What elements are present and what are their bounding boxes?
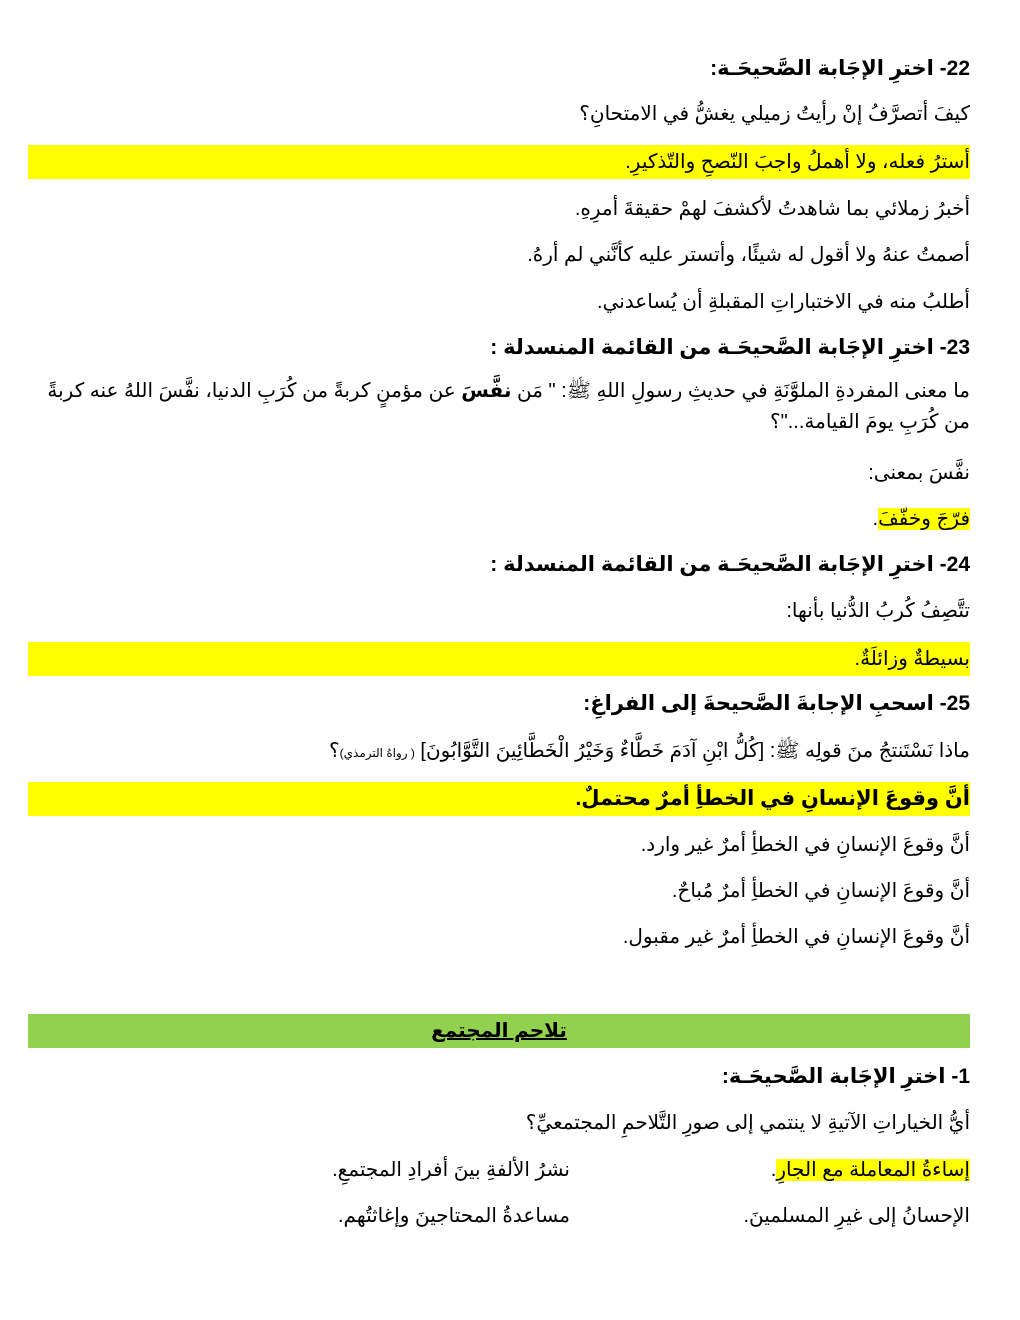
question-25-hadith: ماذا نَسْتَنتجُ منَ قولِه ﷺ: [كُلُّ ابْنِ آدَمَ خَطَّاءٌ وَخَيْرُ الْخَطَّائِينَ التَّوَّابُونَ] bbox=[414, 740, 970, 762]
question-25-drop-zone-answer[interactable]: أنَّ وقوعَ الإنسانِ في الخطأِ أمرٌ محتملٌ. bbox=[28, 782, 970, 816]
section-question-1-option-1[interactable] bbox=[760, 1153, 970, 1187]
section-question-1-option-2[interactable]: نشرُ الألفةِ بينَ أفرادِ المجتمعِ. bbox=[332, 1159, 570, 1181]
question-25-option-3[interactable]: أنَّ وقوعَ الإنسانِ في الخطأِ أمرٌ مُباحٌ. bbox=[671, 880, 970, 902]
question-22-option-2[interactable]: أخبرُ زملائي بما شاهدتُ لأكشفَ لهمْ حقيقةَ أمرِهِ. bbox=[574, 198, 970, 220]
question-25-question-mark: ؟ bbox=[329, 740, 340, 762]
section-question-1-option-4[interactable]: مساعدةُ المحتاجينَ وإغاثتُهم. bbox=[337, 1205, 570, 1227]
question-23-text-part1: ما معنى المفردةِ الملوَّنَةِ في حديثِ رسولِ اللهِ ﷺ: " مَن bbox=[511, 380, 970, 402]
question-23-title: 23- اخترِ الإجَابة الصَّحيحَـة من القائمة المنسدلة : bbox=[490, 336, 970, 359]
document-page bbox=[28, 0, 970, 1320]
question-24-answer-dropdown[interactable]: بسيطةٌ وزائلَةٌ. bbox=[28, 642, 970, 676]
question-22-option-4[interactable]: أطلبُ منه في الاختباراتِ المقبلةِ أن يُساعدني. bbox=[597, 291, 970, 313]
question-23-answer-dropdown[interactable] bbox=[28, 502, 970, 536]
question-22-option-3[interactable]: أصمتُ عنهُ ولا أقول له شيئًا، وأتستر عليه كأنَّني لم أرهُ. bbox=[527, 244, 970, 266]
question-23-answer-suffix: . bbox=[872, 508, 879, 530]
question-23-text-part2: عن مؤمنٍ كربةً من كُرَبِ الدنيا، نفَّسَ اللهُ عنه كربةً من كُرَبِ يومَ القيامة..."؟ bbox=[47, 380, 970, 433]
question-22-title: 22- اخترِ الإجَابة الصَّحيحَـة: bbox=[710, 57, 970, 80]
question-25-option-2[interactable]: أنَّ وقوعَ الإنسانِ في الخطأِ أمرٌ غير وارد. bbox=[640, 834, 970, 856]
question-22-option-correct[interactable]: أسترُ فعله، ولا أهملُ واجبَ النّصحِ والتّذكيرِ. bbox=[28, 145, 970, 179]
question-25-title: 25- اسحبِ الإجابةَ الصَّحيحةَ إلى الفراغِ: bbox=[583, 692, 970, 715]
question-22-text: كيفَ أتصرَّفُ إنْ رأيتُ زميلي يغشُّ في الامتحانِ؟ bbox=[579, 103, 970, 125]
question-25-option-4[interactable]: أنَّ وقوعَ الإنسانِ في الخطأِ أمرٌ غير مقبول. bbox=[622, 926, 970, 948]
section-question-1-text: أيُّ الخياراتِ الآتيةِ لا ينتمي إلى صورِ التَّلاحمِ المجتمعيِّ؟ bbox=[525, 1112, 970, 1134]
section-header-bar: تلاحم المجتمع bbox=[28, 1014, 970, 1048]
section-question-1-option-1-suffix: . bbox=[770, 1159, 777, 1181]
question-24-title: 24- اخترِ الإجَابة الصَّحيحَـة من القائمة المنسدلة : bbox=[490, 553, 970, 576]
question-25-source: ( رواهُ الترمذي) bbox=[339, 746, 415, 760]
question-23-prompt: نفَّسَ بمعنى: bbox=[868, 462, 970, 484]
question-24-prompt: تتَّصِفُ كُربُ الدُّنيا بأنها: bbox=[786, 600, 970, 622]
question-23-answer[interactable]: فرّجَ وخفّفَ bbox=[878, 508, 970, 530]
section-question-1-option-3[interactable]: الإحسانُ إلى غيرِ المسلمينَ. bbox=[743, 1205, 970, 1227]
question-25-text bbox=[28, 734, 970, 770]
section-question-1-title: 1- اخترِ الإجَابة الصَّحيحَـة: bbox=[721, 1065, 970, 1088]
section-question-1-option-1-text[interactable]: إساءةُ المعاملة مع الجارِ bbox=[776, 1159, 970, 1181]
question-23-highlighted-word: نفَّسَ bbox=[461, 380, 512, 402]
question-23-text bbox=[28, 376, 970, 438]
